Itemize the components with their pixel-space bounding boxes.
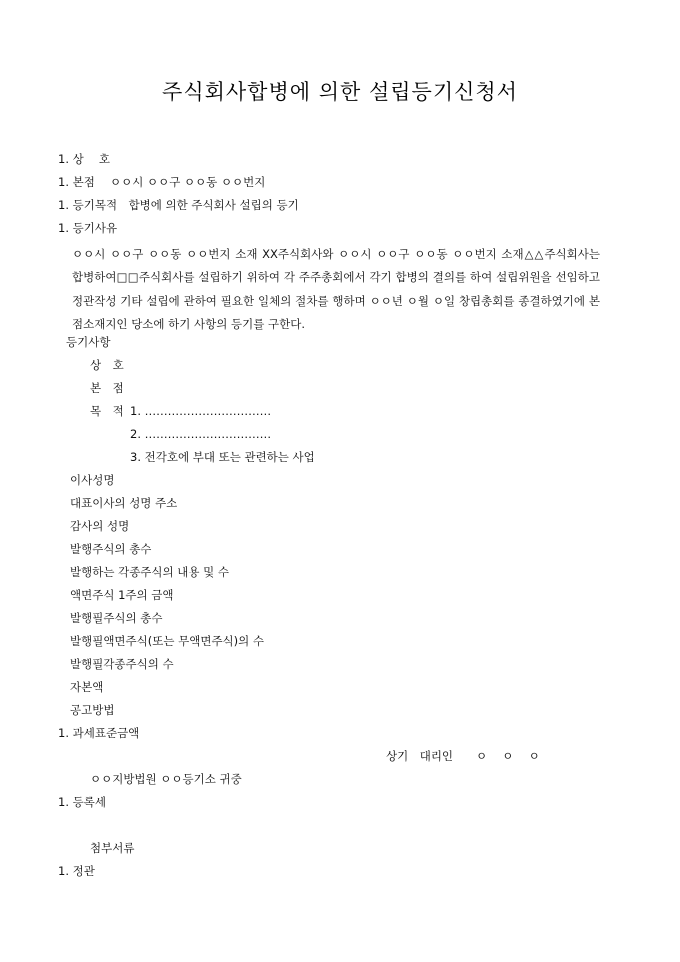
- matter-list-item: 발행필각종주식의 수: [70, 657, 174, 671]
- matter-purpose-3: 3. 전각호에 부대 또는 관련하는 사업: [130, 450, 315, 464]
- agent-signature-line: 상기 대리인 ㅇ ㅇ ㅇ: [386, 749, 540, 763]
- court-addressee: ㅇㅇ지방법원 ㅇㅇ등기소 귀중: [90, 772, 242, 786]
- reason-paragraph: ㅇㅇ시 ㅇㅇ구 ㅇㅇ동 ㅇㅇ번지 소재 XX주식회사와 ㅇㅇ시 ㅇㅇ구 ㅇㅇ동 ㅇㅇ번지 소재△△주식회사는 합병하여□□주식회사를 설립하기 위하여 각 주주총회에서 각기 합병의 결의를 하여 설립위원을 선임하고 정관작성 기타 설립에 관하여 필요한 일체의 절차를 행하며 ㅇㅇ년 ㅇ월 ㅇ일 창립총회를 종결하였기에 본점소재지인 당소에 하기 사항의 등기를 구한다.: [72, 247, 600, 332]
- matter-list-item: 감사의 성명: [70, 519, 130, 533]
- registration-matters-label: 등기사항: [66, 335, 111, 349]
- matter-list-item: 발행필액면주식(또는 무액면주식)의 수: [70, 634, 265, 648]
- tax-base-label: 1. 과세표준금액: [58, 726, 140, 740]
- matter-list-item: 공고방법: [70, 703, 115, 717]
- document-title: 주식회사합병에 의한 설립등기신청서: [162, 80, 518, 104]
- matter-list-item: 자본액: [70, 680, 104, 694]
- item-trade-name: 1. 상 호: [58, 152, 111, 166]
- matter-purpose-1: 1. ……………………………: [130, 404, 272, 418]
- attachments-label: 첨부서류: [90, 841, 135, 855]
- articles-of-incorporation: 1. 정관: [58, 864, 95, 878]
- item-purpose: 1. 등기목적 합병에 의한 주식회사 설립의 등기: [58, 198, 299, 212]
- matter-list-item: 발행하는 각종주식의 내용 및 수: [70, 565, 230, 579]
- item-head-office: 1. 본점 ㅇㅇ시 ㅇㅇ구 ㅇㅇ동 ㅇㅇ번지: [58, 175, 266, 189]
- matter-trade-name: 상 호: [90, 358, 124, 372]
- matter-purpose-2: 2. ……………………………: [130, 427, 272, 441]
- item-reason-label: 1. 등기사유: [58, 221, 118, 235]
- matter-head-office: 본 점: [90, 381, 124, 395]
- matter-list-item: 액면주식 1주의 금액: [70, 588, 174, 602]
- matter-list-item: 발행필주식의 총수: [70, 611, 163, 625]
- matter-list-item: 이사성명: [70, 473, 115, 487]
- matter-purpose-label: 목 적: [90, 404, 124, 418]
- registration-tax-label: 1. 등록세: [58, 795, 106, 809]
- matter-list-item: 대표이사의 성명 주소: [70, 496, 178, 510]
- matter-list-item: 발행주식의 총수: [70, 542, 152, 556]
